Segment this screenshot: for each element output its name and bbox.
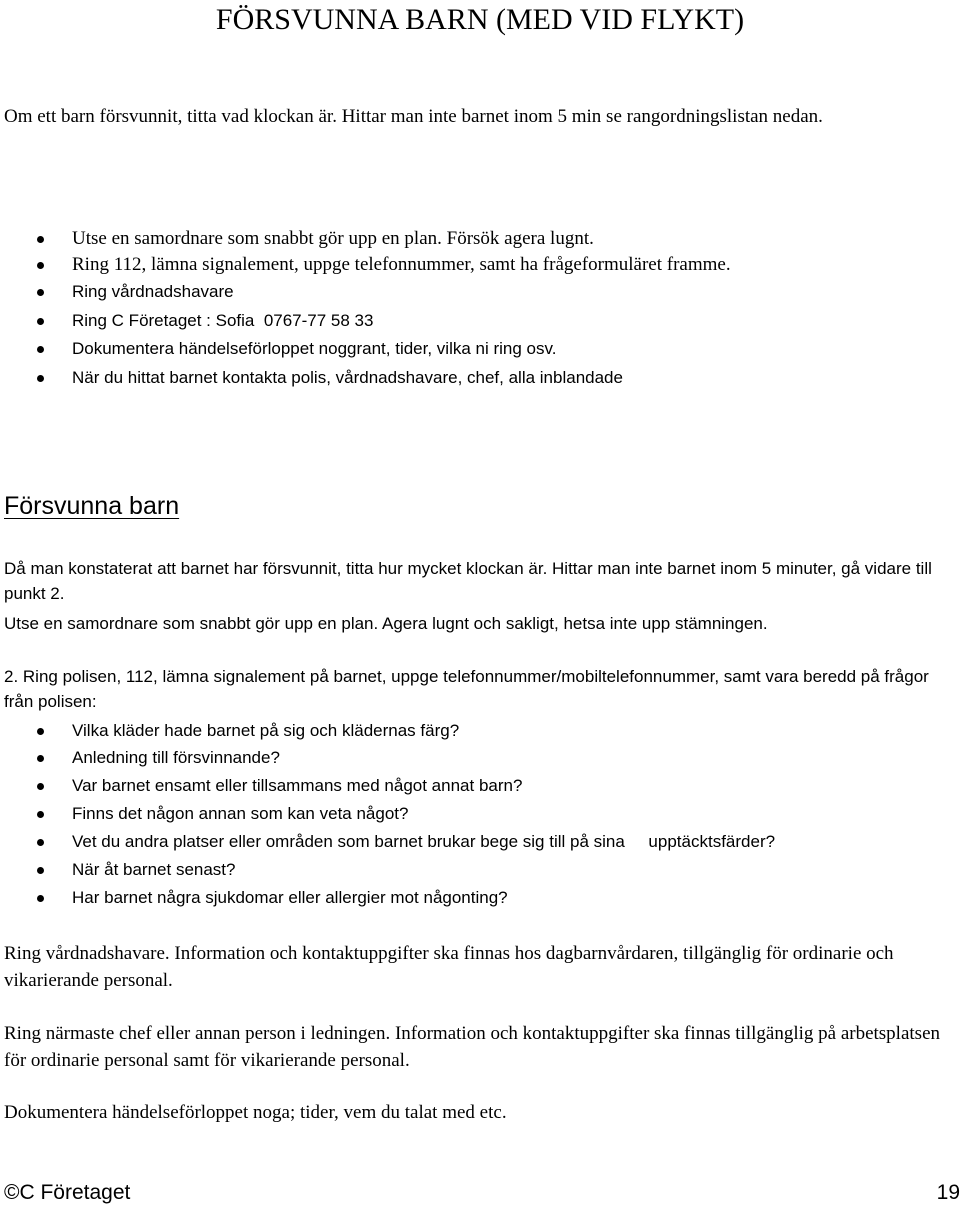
- document-page: FÖRSVUNNA BARN (MED VID FLYKT) Om ett barn försvunnit, titta vad klockan är. Hittar man inte barnet inom 5 min se rangordningslistan nedan. Utse en samordnare som snabbt gör upp en plan. Försök agera lugnt. Ring 112, lämna signalement, uppge telefonnummer, samt ha frågeformuläret framme. Ring vårdnadshavare Ring C Företaget : Sofia 0767-77 58 33 Dokumentera händelseförloppet noggrant, tider, vilka ni ring osv. När du hittat barnet kontakta polis, vårdnadshavare, chef, alla inblandade Försvunna barn Då man konstaterat att barnet har försvunnit, titta hur mycket klockan är. Hittar man inte barnet inom 5 minuter, gå vidare till punkt 2. Utse en samordnare som snabbt gör upp en plan. Agera lugnt och sakligt, hetsa inte upp stämningen. 2. Ring polisen, 112, lämna signalement på barnet, uppge telefonnummer/mobiltelefonnummer, samt vara beredd på frågor från polisen: Vilka kläder hade barnet på sig och klädernas färg? Anledning till försvinnande? Var barnet ensamt eller tillsammans med något annat barn? Finns det någon annan som kan veta något? Vet du andra platser eller områden som barnet brukar bege sig till på sina upptäcktsfärder? När åt barnet senast? Har barnet några sjukdomar eller allergier mot någonting? Ring vårdnadshavare. Information och kontaktuppgifter ska finnas hos dagbarnvårdaren, tillgänglig för ordinarie och vikarierande personal. Ring närmaste chef eller annan person i ledningen. Information och kontaktuppgifter ska finnas tillgänglig på arbetsplatsen för ordinarie personal samt för vikarierande personal. Dokumentera händelseförloppet noga; tider, vem du talat med etc. ©C Företaget 19: [0, 0, 960, 1208]
- bullet-icon: [37, 839, 44, 846]
- bullet-icon: [37, 895, 44, 902]
- bullet-icon: [37, 783, 44, 790]
- bullet-icon: [37, 728, 44, 735]
- paragraph: Utse en samordnare som snabbt gör upp en plan. Agera lugnt och sakligt, hetsa inte upp stämningen.: [4, 614, 768, 633]
- document-title: FÖRSVUNNA BARN (MED VID FLYKT): [215, 3, 745, 36]
- paragraph: 2. Ring polisen, 112, lämna signalement på barnet, uppge telefonnummer/mobiltelefonnummer, samt vara beredd på frågor från polisen:: [4, 667, 929, 711]
- bullet-icon: [37, 262, 44, 269]
- page-number: 19: [936, 1181, 960, 1204]
- bullet-icon: [37, 289, 44, 296]
- bullet-icon: [37, 318, 44, 325]
- bullet-icon: [37, 375, 44, 382]
- bullet-icon: [37, 811, 44, 818]
- bullet-icon: [37, 346, 44, 353]
- paragraph: Dokumentera händelseförloppet noga; tider, vem du talat med etc.: [4, 1102, 507, 1123]
- paragraph: Ring vårdnadshavare. Information och kontaktuppgifter ska finnas hos dagbarnvårdaren, tillgänglig för ordinarie och vikarierande personal.: [4, 943, 894, 991]
- bullet-icon: [37, 867, 44, 874]
- bullet-icon: [37, 755, 44, 762]
- paragraph: Då man konstaterat att barnet har försvunnit, titta hur mycket klockan är. Hittar man inte barnet inom 5 minuter, gå vidare till punkt 2.: [4, 559, 932, 603]
- paragraph: Ring närmaste chef eller annan person i ledningen. Information och kontaktuppgifter ska finnas tillgänglig på arbetsplatsen för ordinarie personal samt för vikarierande personal.: [4, 1023, 941, 1071]
- footer-copyright: ©C Företaget: [4, 1181, 131, 1204]
- intro-paragraph: Om ett barn försvunnit, titta vad klockan är. Hittar man inte barnet inom 5 min se rangordningslistan nedan.: [4, 106, 823, 127]
- section-heading: Försvunna barn: [4, 492, 180, 520]
- bullet-icon: [37, 236, 44, 243]
